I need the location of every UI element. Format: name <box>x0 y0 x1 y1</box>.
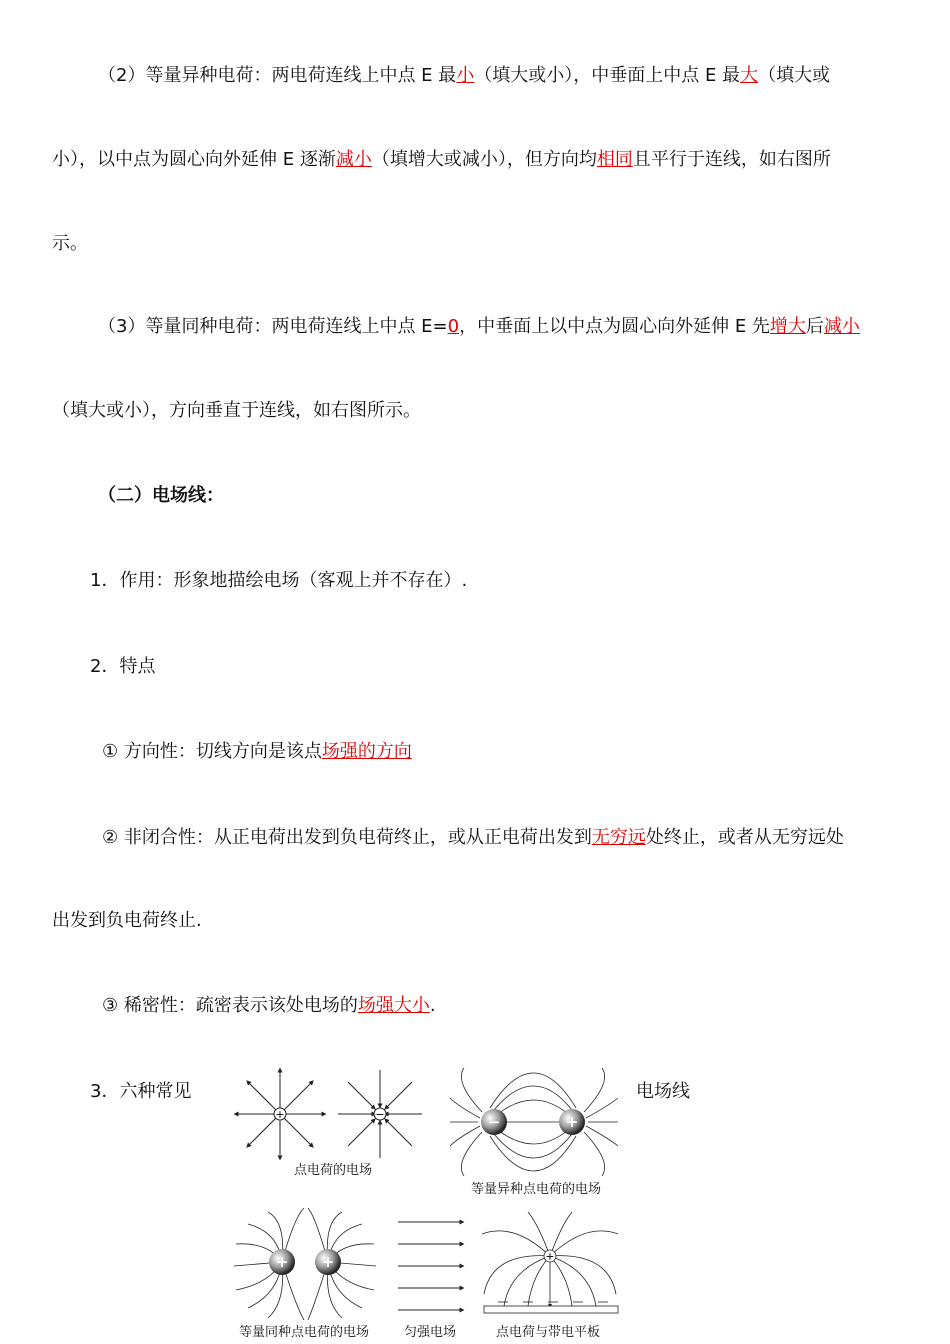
answer-decrease: 减小 <box>335 149 372 170</box>
like-left-sign: + <box>275 1253 289 1271</box>
answer-increase: 增大 <box>769 316 806 337</box>
para-3-line-2: （填大或小），方向垂直于连线，如右图所示。 <box>52 400 421 421</box>
feature-non-closed-line-2: 出发到负电荷终止. <box>52 910 202 931</box>
uniform-field <box>398 1222 462 1310</box>
dipole-negative-sign: − <box>487 1113 501 1131</box>
caption-charge-plate: 点电荷与带电平板 <box>495 1325 601 1340</box>
like-charges-field <box>234 1208 376 1320</box>
answer-field-strength: 场强大小 <box>357 995 430 1016</box>
answer-smallest: 小 <box>456 65 475 86</box>
field-lines-figure <box>228 1062 628 1342</box>
caption-point-charge: 点电荷的电场 <box>293 1163 373 1178</box>
item-2-features: 2．特点 <box>90 656 156 677</box>
answer-zero: 0 <box>447 316 460 337</box>
caption-like-charges: 等量同种点电荷的电场 <box>238 1325 370 1340</box>
like-right-sign: + <box>321 1253 335 1271</box>
answer-field-direction: 场强的方向 <box>321 741 412 762</box>
caption-opposite-charges: 等量异种点电荷的电场 <box>470 1182 602 1197</box>
item-1-purpose: 1．作用：形象地描绘电场（客观上并不存在）. <box>90 570 468 591</box>
opposite-charges-field <box>450 1068 618 1176</box>
feature-direction: ① 方向性：切线方向是该点场强的方向 <box>102 741 412 762</box>
plate-charge-sign: + <box>545 1250 555 1263</box>
answer-largest: 大 <box>740 65 759 86</box>
caption-uniform-field: 匀强电场 <box>403 1325 457 1340</box>
para-2-line-3: 示。 <box>52 233 88 254</box>
answer-decrease-2: 减小 <box>823 316 860 337</box>
item-3-field-lines-label: 电场线 <box>636 1081 690 1102</box>
dipole-positive-sign: + <box>565 1113 579 1131</box>
para-2-line-2: 小），以中点为圆心向外延伸 E 逐渐减小（填增大或减小），但方向均相同且平行于连线，如右图所 <box>52 149 831 170</box>
para-2-line-1: （2）等量异种电荷：两电荷连线上中点 E 最小（填大或小），中垂面上中点 E 最大（填大或 <box>98 65 831 86</box>
feature-non-closed-line-1: ② 非闭合性：从正电荷出发到负电荷终止，或从正电荷出发到无穷远处终止，或者从无穷远处 <box>102 827 844 848</box>
para-3-line-1: （3）等量同种电荷：两电荷连线上中点 E=0，中垂面上以中点为圆心向外延伸 E 先增大后减小 <box>98 316 860 337</box>
answer-same-direction: 相同 <box>596 149 633 170</box>
answer-infinity: 无穷远 <box>591 827 646 848</box>
feature-density: ③ 稀密性：疏密表示该处电场的场强大小. <box>102 995 436 1016</box>
item-3-common-fields: 3．六种常见 <box>90 1081 192 1102</box>
negative-charge-sign: − <box>375 1108 385 1121</box>
section-title-field-lines: （二）电场线： <box>98 485 224 506</box>
positive-charge-sign: + <box>275 1108 285 1121</box>
